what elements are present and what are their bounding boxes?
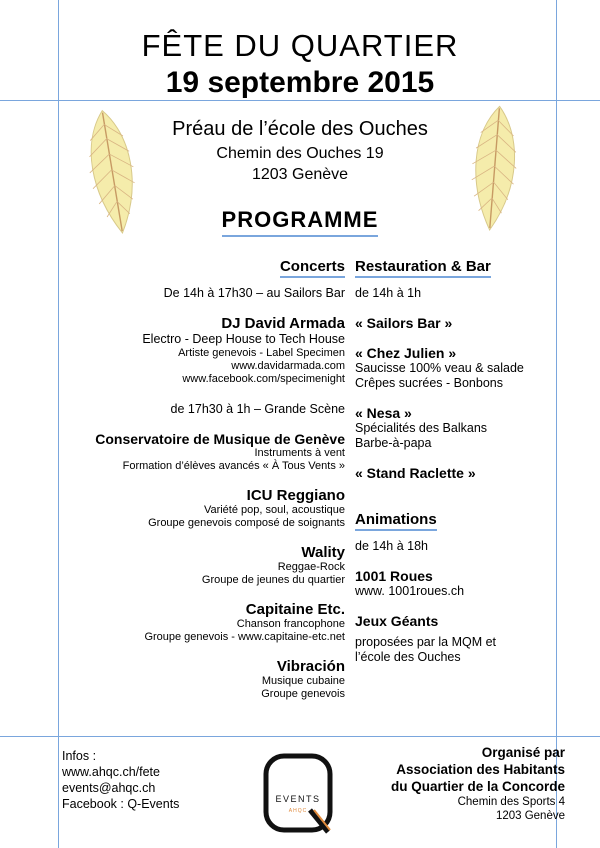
act-line: Chanson francophone [236,618,345,630]
restauration-hours: de 14h à 1h [355,286,422,300]
animation-line: l’école des Ouches [355,650,461,664]
act-name: DJ David Armada [221,315,345,332]
animations-heading-text: Animations [355,511,437,531]
act-line: Reggae-Rock [277,561,345,573]
venue-address-line2: 1203 Genève [251,166,349,183]
act-line: Musique cubaine [261,675,345,687]
act-line: Variété pop, soul, acoustique [203,504,345,516]
concerts-heading [40,258,345,278]
act-line: Groupe genevois composé de soignants [148,517,345,529]
animations-hours: de 14h à 18h [355,539,428,553]
stand-line: Spécialités des Balkans [355,421,488,435]
stand-line: Saucisse 100% veau & salade [355,361,524,375]
animation-line: proposées par la MQM et [355,635,497,649]
restauration-heading-text: Restauration & Bar [355,258,491,278]
animation-name: Jeux Géants [355,613,439,629]
svg-text:AHQC: AHQC [288,808,308,814]
organizer-label: Organisé par [481,745,565,760]
venue-name: Préau de l’école des Ouches [172,118,428,140]
act-line: www.davidarmada.com [231,360,345,372]
svg-text:EVENTS: EVENTS [275,794,321,804]
contact-info [62,748,262,812]
act-line: Instruments à vent [254,447,345,459]
concerts-heading-text: Concerts [280,258,345,278]
infos-email[interactable]: events@ahqc.ch [62,781,156,795]
act-line: Groupe de jeunes du quartier [201,574,345,586]
stand-name: « Nesa » [355,405,412,421]
act-line: Groupe genevois [261,688,345,700]
infos-facebook[interactable]: Facebook : Q-Events [62,797,180,811]
animation-line: www. 1001roues.ch [355,584,465,598]
act-line: Groupe genevois - www.capitaine-etc.net [144,631,345,643]
programme-heading-text: PROGRAMME [222,207,379,237]
act-line: Artiste genevois - Label Specimen [178,347,345,359]
stand-line: Crêpes sucrées - Bonbons [355,376,503,390]
animations-heading [355,511,570,531]
venue-address-line1: Chemin des Ouches 19 [216,145,384,162]
concerts-slot1: De 14h à 17h30 – au Sailors Bar [163,286,345,300]
stand-name: « Chez Julien » [355,345,457,361]
programme-heading [0,207,600,237]
act-name: ICU Reggiano [246,487,345,504]
page-title: FÊTE DU QUARTIER [141,28,459,63]
act-line: Electro - Deep House to Tech House [142,332,345,346]
rule-bottom-horizontal [0,736,600,737]
concerts-column [40,258,345,701]
organizer-name-line1: Association des Habitants [396,762,565,777]
act-name: Vibración [276,658,345,675]
act-name: Conservatoire de Musique de Genève [95,431,345,447]
stand-name: « Sailors Bar » [355,315,453,331]
organizer-address-line1: Chemin des Sports 4 [457,796,565,808]
act-name: Wality [301,544,345,561]
organizer-name-line2: du Quartier de la Concorde [390,779,565,794]
services-column [355,258,570,665]
rule-top-horizontal [0,100,600,101]
act-line: www.facebook.com/specimenight [182,373,345,385]
infos-label: Infos : [62,749,97,763]
act-name: Capitaine Etc. [245,601,345,618]
stand-line: Barbe-à-papa [355,436,432,450]
concerts-slot2: de 17h30 à 1h – Grande Scène [170,402,345,416]
organizer-address-line2: 1203 Genève [495,810,565,822]
restauration-heading [355,258,570,278]
organizer-info [340,744,565,823]
act-line: Formation d’élèves avancés « À Tous Vents » [122,460,345,472]
stand-name: « Stand Raclette » [355,465,476,481]
infos-website[interactable]: www.ahqc.ch/fete [62,765,160,779]
animation-name: 1001 Roues [355,568,433,584]
q-events-logo [262,752,334,834]
event-date: 19 septembre 2015 [165,66,435,99]
